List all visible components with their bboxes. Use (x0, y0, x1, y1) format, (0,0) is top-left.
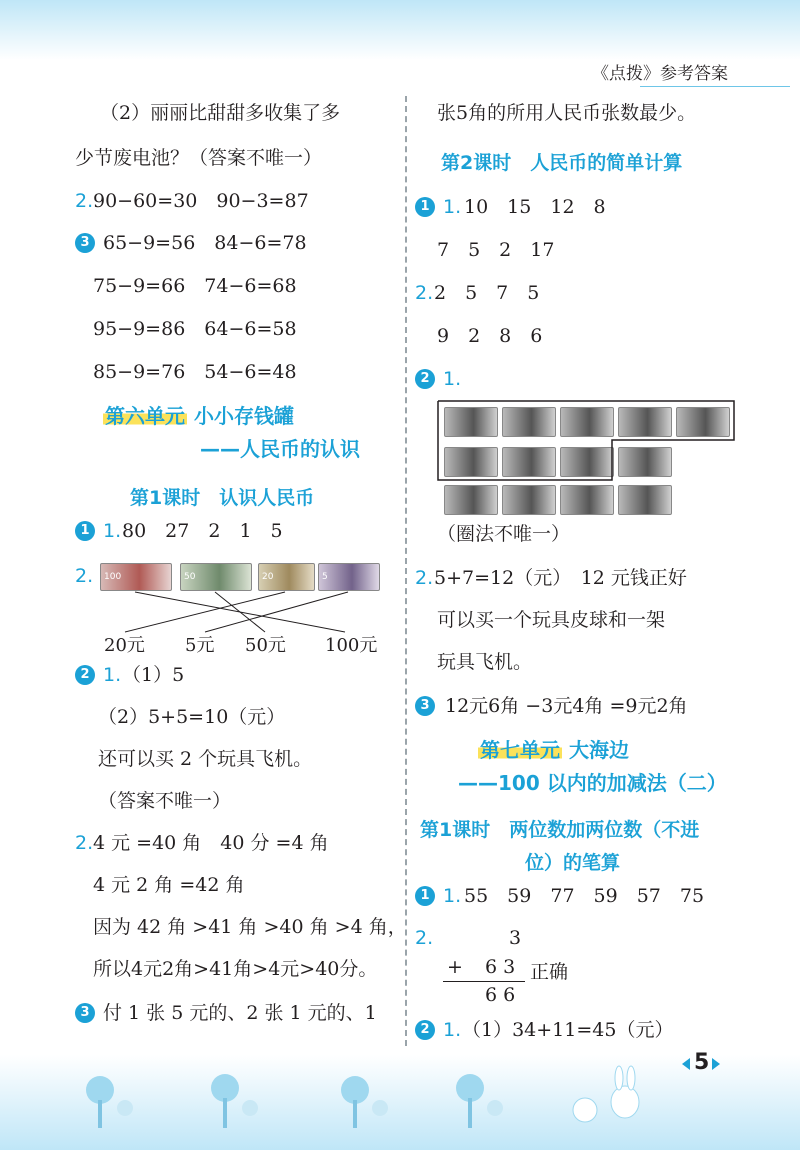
s3-row-2: 75−9=66 74−6=68 (93, 275, 297, 297)
r-q22-line-1: 5+7=12（元） 12 元钱正好 (434, 567, 687, 589)
unit7-label: 第七单元 (480, 738, 560, 762)
vertical-addend: 6 3 (485, 956, 516, 978)
q11-number: 1. (103, 520, 122, 542)
q22-line-3: 因为 42 角 >41 角 >40 角 >4 角， (93, 916, 407, 938)
header-title: 《点拨》参考答案 (575, 62, 745, 86)
banknote-5-label: 5 (322, 572, 328, 582)
r-section-1-badge: 1 (415, 197, 435, 217)
q22-line-1: 4 元 =40 角 40 分 =4 角 (93, 832, 329, 854)
q11-answer: 80 27 2 1 5 (122, 520, 283, 542)
banknote-20-label: 20 (262, 572, 274, 582)
q12-number: 2. (75, 565, 94, 587)
r-q12-number: 2. (415, 282, 434, 304)
r2-q12-number: 2. (415, 927, 434, 949)
q21-note: （答案不唯一） (98, 790, 232, 812)
r-q11-row-1: 10 15 12 8 (464, 196, 606, 218)
match-50: 50元 (245, 635, 286, 656)
section-3b-badge: 3 (75, 1003, 95, 1023)
r-q22-number: 2. (415, 567, 434, 589)
banknote-100-label: 100 (104, 572, 122, 582)
q3-answer: 付 1 张 5 元的、2 张 1 元的、1 (103, 1002, 377, 1024)
s3-row-4: 85−9=76 54−6=48 (93, 361, 297, 383)
r-section-2-badge: 2 (415, 369, 435, 389)
r-q22-line-3: 玩具飞机。 (437, 651, 533, 673)
unit6-subtitle: ——人民币的认识 (200, 437, 360, 461)
tree-icon (456, 1074, 503, 1128)
circle-note: （圈法不唯一） (437, 523, 571, 545)
bunny-icon (611, 1066, 639, 1118)
unit6-name: 小小存钱罐 (193, 404, 294, 428)
match-5: 5元 (185, 635, 215, 656)
r2-q11-answer: 55 59 77 59 57 75 (464, 885, 705, 907)
s3-row-1: 65−9=56 84−6=78 (103, 232, 307, 254)
unit7-name: 大海边 (568, 738, 629, 762)
lesson-1-title: 第1课时 认识人民币 (130, 487, 315, 509)
r-q11-row-2: 7 5 2 17 (437, 239, 555, 261)
vertical-sum: 6 6 (485, 984, 516, 1006)
vertical-top: 3 (509, 927, 522, 949)
unit6-label: 第六单元 (105, 404, 185, 428)
banknote-50-label: 50 (184, 572, 196, 582)
r2-q21-answer: （1）34+11=45（元） (462, 1019, 674, 1041)
q21-number: 1. (103, 664, 122, 686)
selection-outline (438, 401, 734, 480)
q21-part1: （1）5 (122, 664, 185, 686)
vertical-rule (443, 981, 525, 982)
unit7-title (478, 734, 629, 763)
q22-number: 2. (75, 832, 94, 854)
tree-icon (341, 1076, 388, 1128)
section-2-badge: 2 (75, 665, 95, 685)
r2-q21-number: 1. (443, 1019, 462, 1041)
r-q11-number: 1. (443, 196, 462, 218)
footer-trees (0, 1060, 800, 1150)
q21-conclusion: 还可以买 2 个玩具飞机。 (98, 748, 313, 770)
lesson-2-title: 第2课时 人民币的简单计算 (441, 152, 683, 174)
lesson-1b-title-cont: 位）的笔算 (525, 852, 621, 874)
r2-section-1-badge: 1 (415, 886, 435, 906)
r2-q11-number: 1. (443, 885, 462, 907)
lesson-1b-title: 第1课时 两位数加两位数（不进 (420, 819, 700, 841)
unit7-subtitle: ——100 以内的加减法（二） (458, 771, 727, 795)
q22-line-2: 4 元 2 角 =42 角 (93, 874, 245, 896)
section-1-badge: 1 (75, 521, 95, 541)
r-section-3-badge: 3 (415, 696, 435, 716)
match-100: 100元 (325, 635, 378, 656)
q21-part2: （2）5+5=10（元） (98, 706, 286, 728)
vertical-plus: + (447, 956, 463, 978)
r-q12-row-2: 9 2 8 6 (437, 325, 543, 347)
left-line-1: （2）丽丽比甜甜多收集了多 (100, 102, 341, 124)
bear-icon (573, 1098, 597, 1122)
r2-section-2-badge: 2 (415, 1020, 435, 1040)
q2-answer: 90−60=30 90−3=87 (93, 190, 309, 212)
vertical-verdict: 正确 (530, 961, 569, 983)
s3-row-3: 95−9=86 64−6=58 (93, 318, 297, 340)
r-q12-row-1: 2 5 7 5 (434, 282, 540, 304)
match-20: 20元 (104, 635, 145, 656)
page-number: 5 (694, 1050, 710, 1075)
r-q21-number: 1. (443, 368, 462, 390)
q2-number: 2. (75, 190, 94, 212)
right-continuation: 张5角的所用人民币张数最少。 (437, 102, 697, 124)
tree-icon (86, 1076, 133, 1128)
r-q22-line-2: 可以买一个玩具皮球和一架 (437, 609, 666, 631)
q22-line-4: 所以4元2角>41角>4元>40分。 (93, 958, 378, 980)
left-line-2: 少节废电池？（答案不唯一） (75, 147, 323, 169)
tree-icon (211, 1074, 258, 1128)
section-3-badge: 3 (75, 233, 95, 253)
r-q3-answer: 12元6角 −3元4角 =9元2角 (445, 695, 688, 717)
